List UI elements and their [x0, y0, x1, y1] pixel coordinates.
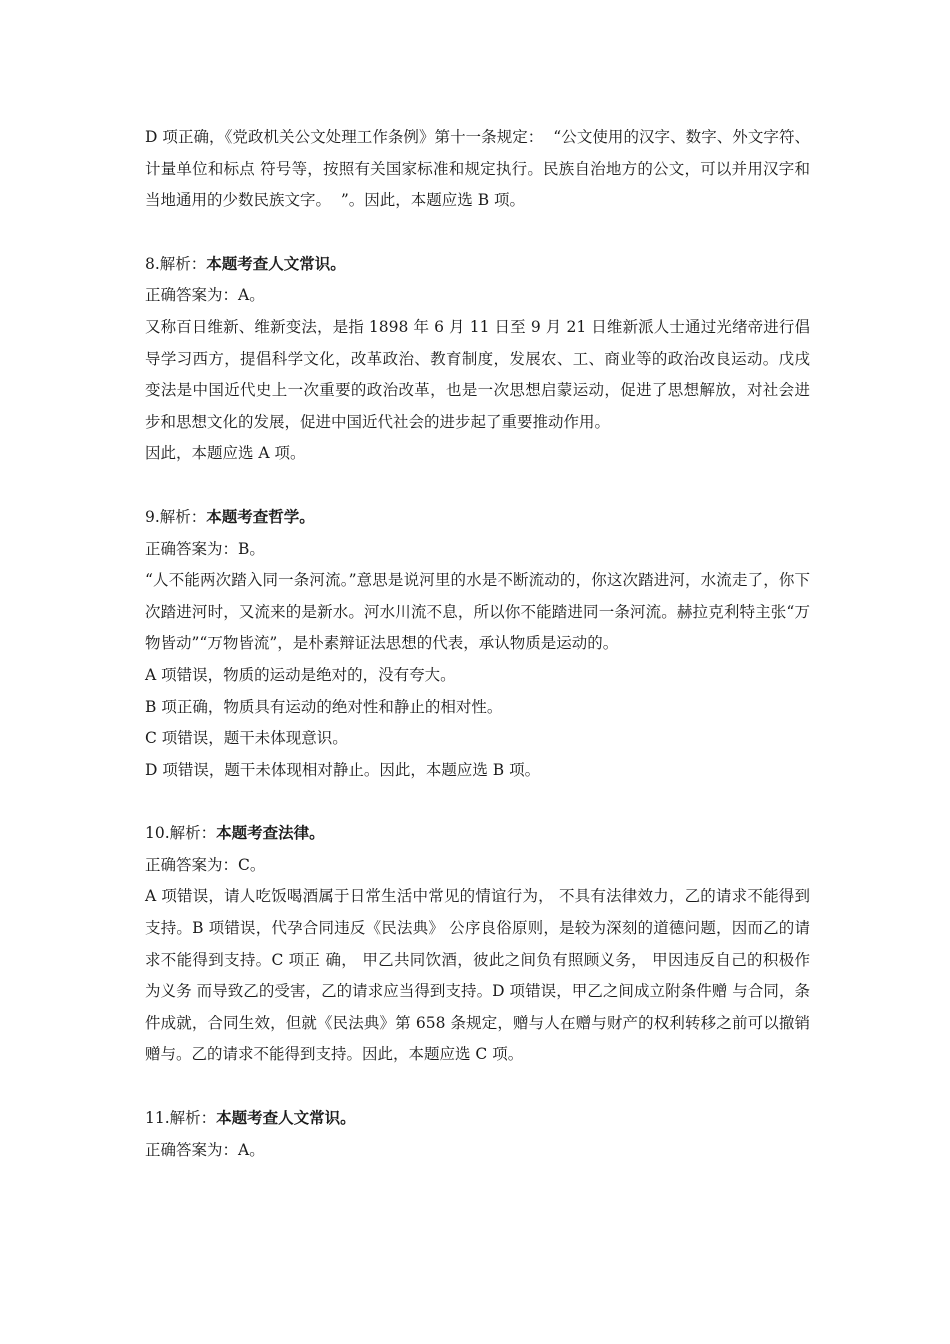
item8-explanation: 又称百日维新、维新变法，是指 1898 年 6 月 11 日至 9 月 21 日维新派人士通过光绪帝进行倡导学习西方，提倡科学文化，改革政治、教育制度，发展农、工、商业等的政治改良运动。戊戌变法是中国近代史上一次重要的政治改革，也是一次思想启蒙运动，促进了思想解放，对社会进步和思想文化的发展，促进中国近代社会的进步起了重要推动作用。: [145, 317, 810, 431]
item11-label: 11.解析：: [145, 1109, 217, 1128]
spacer: [145, 786, 810, 818]
item7-explanation: D 项正确，《党政机关公文处理工作条例》第十一条规定： “公文使用的汉字、数字、外文字符、计量单位和标点 符号等，按照有关国家标准和规定执行。民族自治地方的公文，可以并用汉字和当地通用的少数民族文字。 ”。因此，本题应选 B 项。: [145, 128, 810, 210]
item9-explanation: “人不能两次踏入同一条河流。”意思是说河里的水是不断流动的，你这次踏进河，水流走了，你下次踏进河时，又流来的是新水。河水川流不息，所以你不能踏进同一条河流。赫拉克利特主张“万物皆动”“万物皆流”，是朴素辩证法思想的代表，承认物质是运动的。: [145, 571, 810, 653]
item9-heading: [145, 502, 810, 534]
item11-topic: 本题考查人文常识。: [216, 1109, 356, 1128]
item10-topic: 本题考查法律。: [216, 824, 325, 843]
item10-label: 10.解析：: [145, 824, 217, 843]
item9-option-b: B 项正确，物质具有运动的绝对性和静止的相对性。: [145, 697, 503, 716]
spacer: [145, 470, 810, 502]
item10-explanation: A 项错误，请人吃饭喝酒属于日常生活中常见的情谊行为， 不具有法律效力，乙的请求不能得到支持。B 项错误，代孕合同违反《民法典》 公序良俗原则，是较为深刻的道德问题，因而乙的请求不能得到支持。C 项正 确， 甲乙共同饮酒，彼此之间负有照顾义务， 甲因违反自己的积极作为义务 而导致乙的受害，乙的请求应当得到支持。D 项错误，甲乙之间成立附条件赠 与合同，条件成就，合同生效，但就《民法典》第 658 条规定，赠与人在赠与财产的权利转移之前可以撤销赠与。乙的请求不能得到支持。因此，本题应选 C 项。: [145, 887, 810, 1064]
item9-option-d: D 项错误，题干未体现相对静止。因此，本题应选 B 项。: [145, 760, 541, 779]
spacer: [145, 1071, 810, 1103]
spacer: [145, 217, 810, 249]
item9-topic: 本题考查哲学。: [206, 507, 315, 526]
answer-explanations: [145, 122, 810, 1166]
item9-option-c: C 项错误，题干未体现意识。: [145, 729, 348, 748]
item10-heading: [145, 818, 810, 850]
item8-conclusion: 因此，本题应选 A 项。: [145, 444, 306, 463]
item11-answer: 正确答案为：A。: [145, 1140, 265, 1159]
item9-option-a: A 项错误，物质的运动是绝对的，没有夸大。: [145, 665, 456, 684]
item9-answer: 正确答案为：B。: [145, 539, 265, 558]
item8-answer: 正确答案为：A。: [145, 286, 265, 305]
item10-answer: 正确答案为：C。: [145, 855, 266, 874]
item9-label: 9.解析：: [145, 507, 207, 526]
item8-label: 8.解析：: [145, 254, 207, 273]
item11-heading: [145, 1103, 810, 1135]
item8-heading: [145, 249, 810, 281]
item8-topic: 本题考查人文常识。: [206, 254, 346, 273]
